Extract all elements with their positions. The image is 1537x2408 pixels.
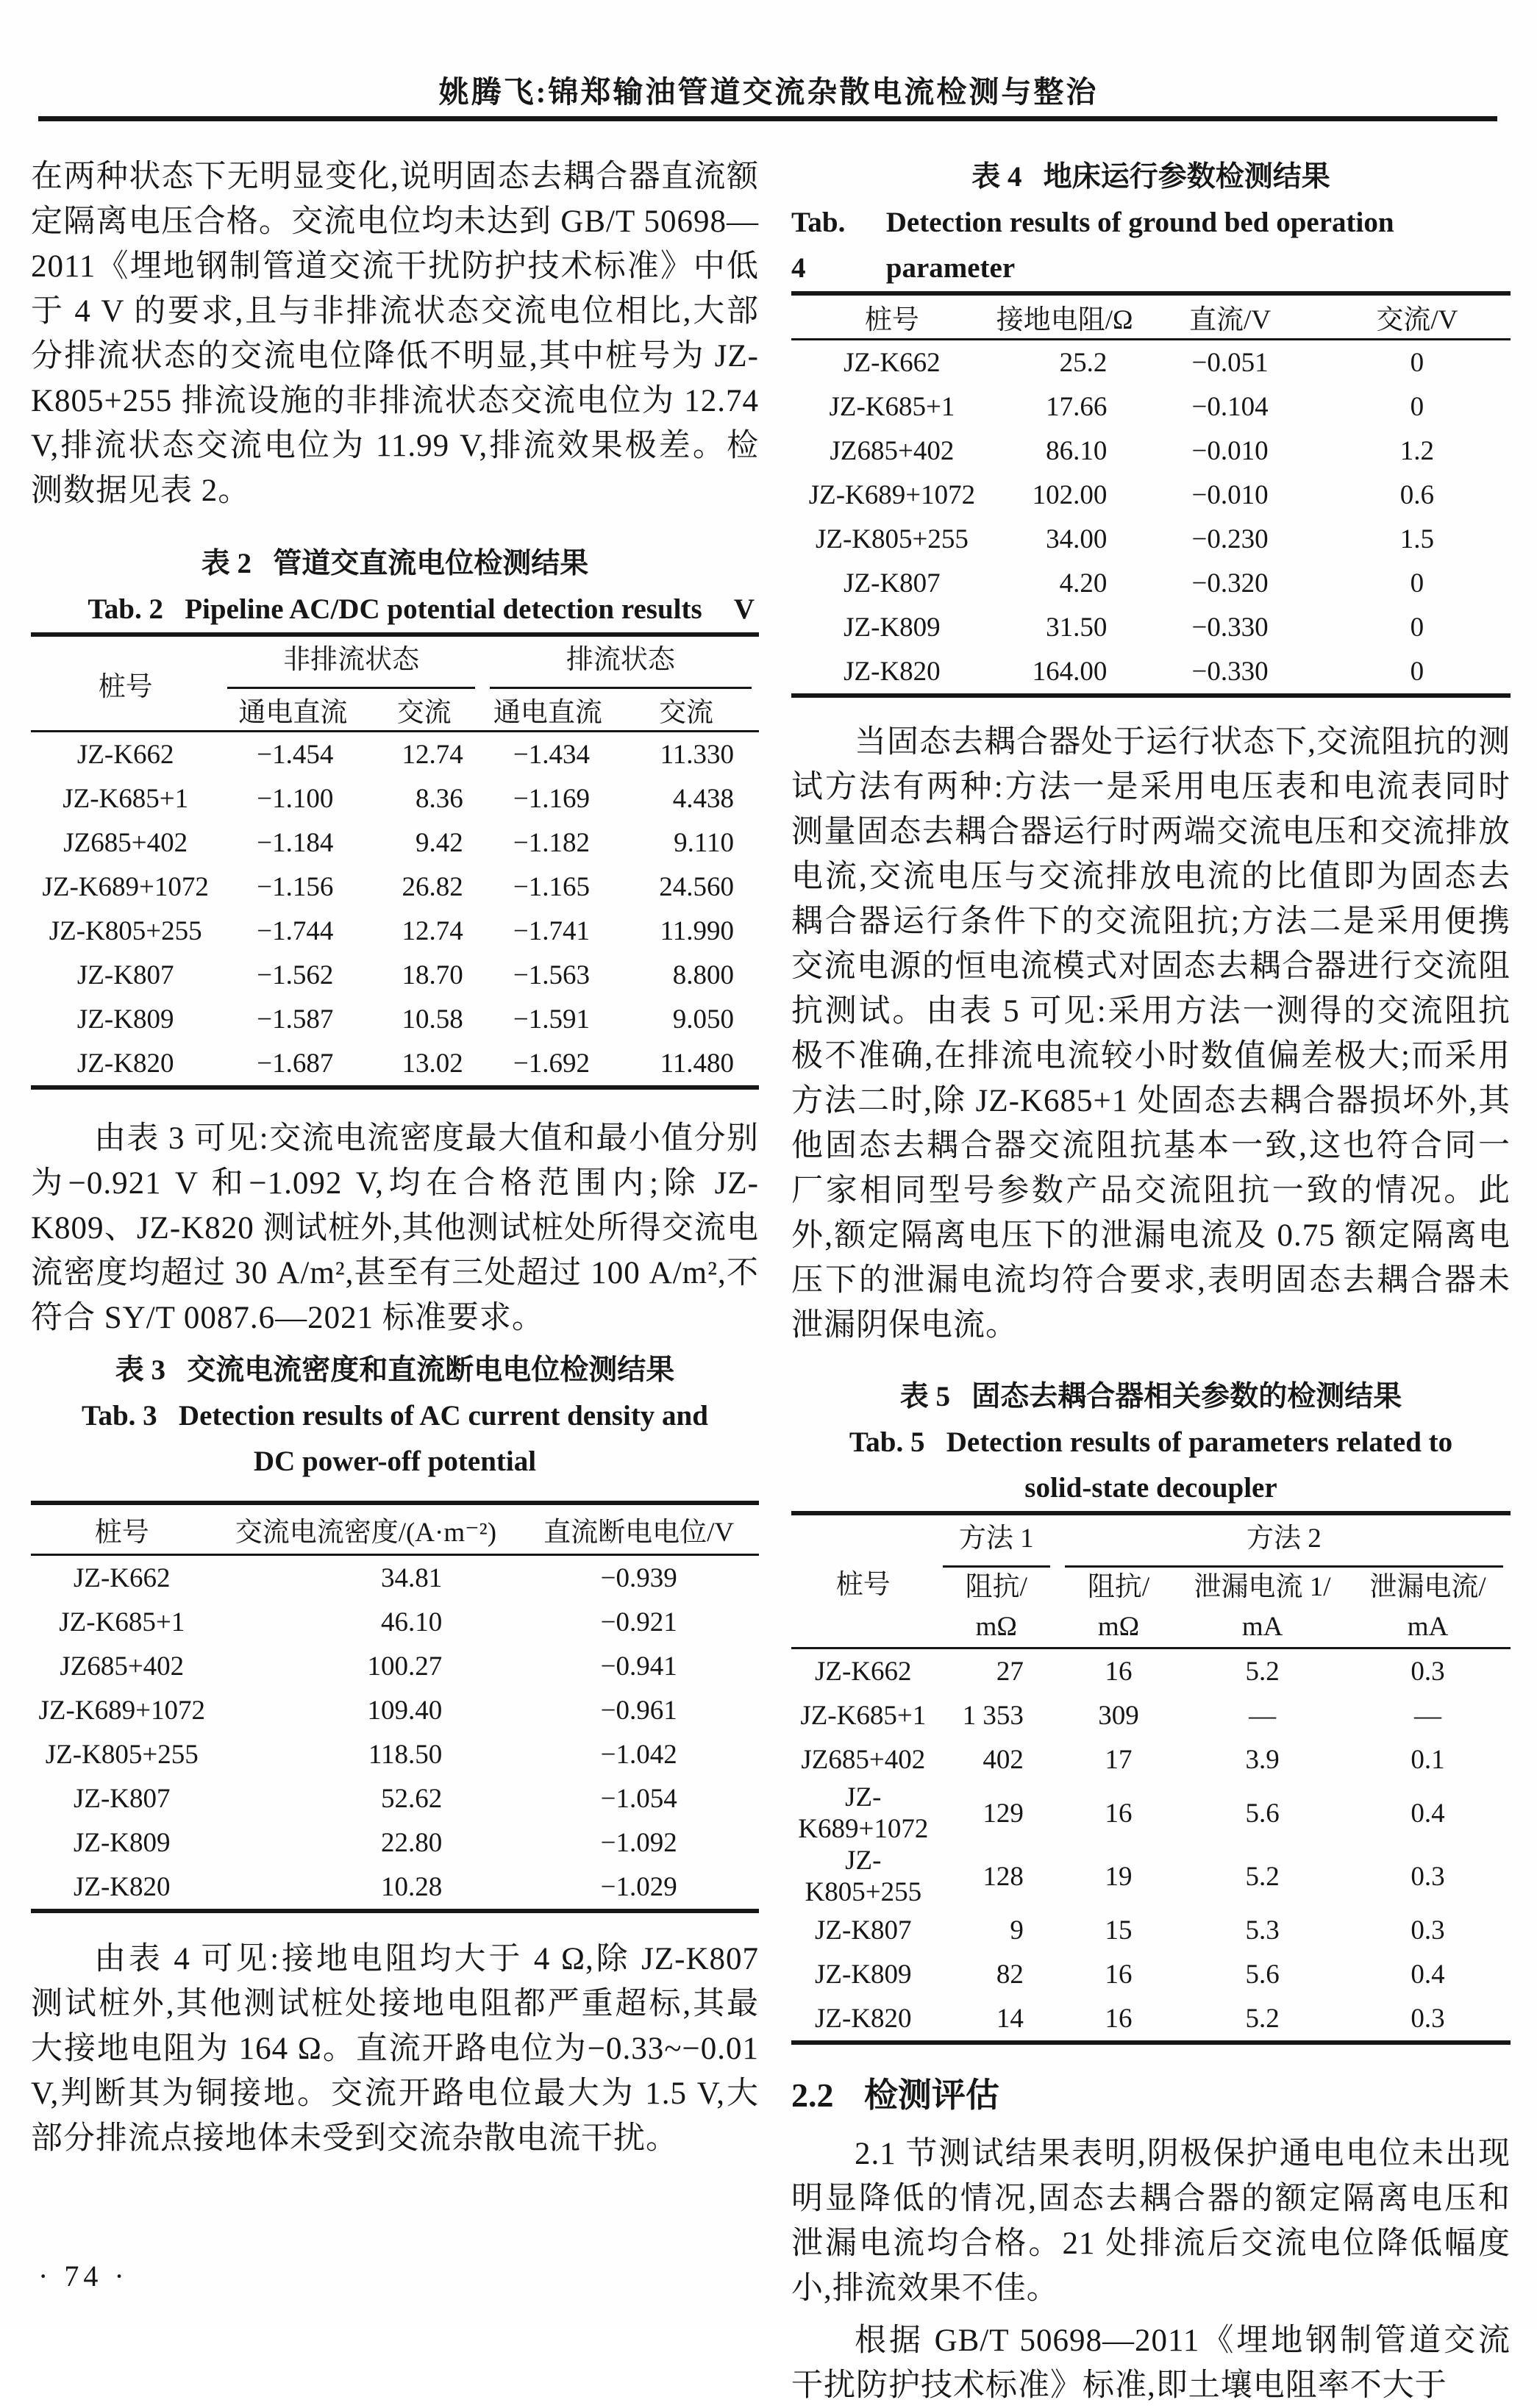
table-row <box>791 1693 1511 1737</box>
table-row <box>791 1952 1511 1996</box>
table-row <box>31 1821 759 1865</box>
table-cell: 11.480 <box>660 1048 734 1079</box>
table-cell: 5.2 <box>1245 1656 1280 1687</box>
table-cell: 10.28 <box>381 1871 443 1902</box>
table-cell: 14 <box>996 2003 1024 2034</box>
table-row <box>791 1737 1511 1782</box>
page-number: · 74 · <box>38 2259 129 2293</box>
table-row <box>31 1041 759 1087</box>
table-row <box>791 561 1511 605</box>
table-cell: 5.6 <box>1245 1798 1280 1829</box>
column-header-dc: 直流/V <box>1189 305 1272 335</box>
table-row <box>791 429 1511 473</box>
table-cell: −1.744 <box>257 915 334 946</box>
table-row <box>791 385 1511 429</box>
caption-label: 表 4 <box>971 161 1022 193</box>
table-cell: 4.20 <box>1059 568 1108 599</box>
table-cell: 15 <box>1105 1915 1133 1946</box>
table-cell: 1.2 <box>1399 435 1434 466</box>
table-cell: 309 <box>1098 1700 1139 1731</box>
table-cell: 11.330 <box>660 739 734 770</box>
table-cell: JZ-K805+255 <box>805 1846 922 1907</box>
table-cell: −0.939 <box>600 1562 677 1593</box>
table-cell: −0.051 <box>1191 347 1269 378</box>
table-cell: JZ-K685+1 <box>63 783 189 814</box>
section-number: 2.2 <box>791 2076 834 2114</box>
table-cell: JZ-K809 <box>815 1959 912 1990</box>
table-5-body <box>791 1648 1511 2043</box>
table-cell: 11.990 <box>660 915 734 946</box>
table-cell: 4.438 <box>672 783 734 814</box>
table-row <box>791 1845 1511 1908</box>
table-cell: 17 <box>1105 1744 1133 1775</box>
table-cell: −0.010 <box>1191 479 1269 510</box>
table-row <box>31 1732 759 1776</box>
column-right <box>791 154 1511 2408</box>
table-cell: JZ-K809 <box>73 1827 171 1858</box>
column-group-method-2: 方法 2 <box>1058 1513 1511 1568</box>
table-cell: 118.50 <box>368 1739 443 1770</box>
table-cell: JZ-K689+1072 <box>38 1695 205 1726</box>
table-cell: JZ-K689+1072 <box>808 479 976 510</box>
table-cell: 3.9 <box>1245 1744 1280 1775</box>
table-cell: JZ-K685+1 <box>59 1607 185 1637</box>
caption-text: solid-state decoupler <box>1024 1472 1277 1504</box>
table-cell: 16 <box>1105 1656 1133 1687</box>
table-row <box>31 1688 759 1732</box>
table-2-pipeline-potential <box>31 632 759 1090</box>
table-2-header <box>31 635 759 732</box>
caption-label: Tab. 2 <box>88 593 163 625</box>
table-cell: 402 <box>983 1744 1024 1775</box>
table-2-caption-en <box>31 587 759 632</box>
caption-text: Detection results of ground bed operation parameter <box>885 207 1394 284</box>
table-row <box>791 1782 1511 1845</box>
table-3-header <box>31 1503 759 1555</box>
table-2-caption-zh <box>31 541 759 587</box>
caption-text: Detection results of parameters related to <box>946 1426 1453 1458</box>
table-cell: 5.2 <box>1245 2003 1280 2034</box>
table-cell: JZ685+402 <box>801 1744 926 1775</box>
table-3-caption-zh <box>31 1348 759 1393</box>
table-cell: −0.230 <box>1191 524 1269 554</box>
table-4-caption-en <box>791 200 1511 291</box>
table-cell: 34.00 <box>1046 524 1108 554</box>
table-cell: JZ-K807 <box>73 1783 171 1814</box>
column-header-dc-on: 通电直流 <box>493 698 602 728</box>
column-header-ground-resistance: 接地电阻/Ω <box>996 305 1133 335</box>
table-cell: 0.3 <box>1411 2003 1445 2034</box>
table-5-header <box>791 1513 1511 1648</box>
table-cell: 46.10 <box>381 1607 443 1637</box>
table-row <box>31 821 759 865</box>
table-row <box>31 732 759 777</box>
table-cell: JZ-K805+255 <box>49 915 202 946</box>
table-cell: −0.330 <box>1191 612 1269 643</box>
column-header-ac: 交流 <box>658 698 713 728</box>
table-4-body <box>791 340 1511 696</box>
table-cell: 5.6 <box>1245 1959 1280 1990</box>
table-row <box>791 605 1511 649</box>
table-2-unit-label: V <box>733 593 755 625</box>
table-cell: −1.692 <box>513 1048 590 1079</box>
table-cell: — <box>1249 1700 1277 1731</box>
table-cell: 31.50 <box>1046 612 1108 643</box>
column-header-ac: 交流 <box>396 698 452 728</box>
column-header-dc-on: 通电直流 <box>238 698 348 728</box>
table-cell: 0.4 <box>1411 1959 1445 1990</box>
caption-text: Detection results of AC current density and <box>178 1400 708 1432</box>
table-cell: 102.00 <box>1032 479 1108 510</box>
table-row <box>31 1865 759 1911</box>
table-cell: 0.1 <box>1411 1744 1445 1775</box>
table-cell: 0.3 <box>1411 1915 1445 1946</box>
table-cell: JZ-K820 <box>844 656 941 687</box>
table-cell: −1.741 <box>513 915 590 946</box>
table-cell: JZ-K820 <box>76 1048 174 1079</box>
table-cell: 0.3 <box>1411 1656 1445 1687</box>
table-cell: JZ-K820 <box>73 1871 171 1902</box>
table-4-header <box>791 293 1511 340</box>
table-cell: 1 353 <box>962 1700 1024 1731</box>
table-cell: 16 <box>1105 1959 1133 1990</box>
paragraph: 当固态去耦合器处于运行状态下,交流阻抗的测试方法有两种:方法一是采用电压表和电流表同时测量固态去耦合器运行时两端交流电压和交流排放电流,交流电压与交流排放电流的比值即为固态去耦合器运行条件下的交流阻抗;方法二是采用便携交流电源的恒电流模式对固态去耦合器进行交流阻抗测试。由表 5 可见:采用方法一测得的交流阻抗极不准确,在排流电流较小时数值偏差极大;而采用方法二时,除 JZ-K685+1 处固态去耦合器损坏外,其他固态去耦合器交流阻抗基本一致,这也符合同一厂家相同型号参数产品交流阻抗一致的情况。此外,额定隔离电压下的泄漏电流及 0.75 额定隔离电压下的泄漏电流均符合要求,表明固态去耦合器未泄漏阴保电流。 <box>791 725 1511 1343</box>
table-cell: JZ-K685+1 <box>800 1700 927 1731</box>
column-group-method-1: 方法 1 <box>935 1513 1058 1568</box>
table-cell: −1.434 <box>513 739 590 770</box>
table-5-decoupler-parameters <box>791 1511 1511 2045</box>
paragraph: 2.1 节测试结果表明,阴极保护通电电位未出现明显降低的情况,固态去耦合器的额定隔离电压和泄漏电流均合格。21 处排流后交流电位降低幅度小,排流效果不佳。 <box>791 2137 1511 2306</box>
caption-text: Pipeline AC/DC potential detection results <box>185 593 702 625</box>
table-cell: JZ-K805+255 <box>45 1739 199 1770</box>
table-cell: −1.054 <box>600 1783 677 1814</box>
table-row <box>31 997 759 1041</box>
table-cell: JZ-K662 <box>844 347 941 378</box>
table-cell: −0.921 <box>600 1607 677 1637</box>
table-row <box>791 340 1511 385</box>
caption-label: Tab. 3 <box>82 1400 157 1432</box>
paragraph: 由表 4 可见:接地电阻均大于 4 Ω,除 JZ-K807 测试桩外,其他测试桩处接地电阻都严重超标,其最大接地电阻为 164 Ω。直流开路电位为−0.33~−0.01 V,判断其为铜接地。交流开路电位最大为 1.5 V,大部分排流点接地体未受到交流杂散电流干扰。 <box>31 1942 759 2156</box>
table-cell: 100.27 <box>367 1651 443 1682</box>
caption-text: 固态去耦合器相关参数的检测结果 <box>971 1381 1402 1412</box>
column-header-ac-current-density: 交流电流密度/(A·m⁻²) <box>235 1518 497 1548</box>
table-cell: −1.587 <box>257 1004 334 1035</box>
table-cell: — <box>1414 1700 1442 1731</box>
table-row <box>31 1644 759 1688</box>
section-heading-2-2 <box>791 2071 1511 2120</box>
paragraph: 在两种状态下无明显变化,说明固态去耦合器直流额定隔离电压合格。交流电位均未达到 GB/T 50698—2011《埋地钢制管道交流干扰防护技术标准》中低于 4 V 的要求,且与非排流状态交流电位相比,大部分排流状态的交流电位降低不明显,其中桩号为 JZ-K805+255 排流设施的非排流状态交流电位为 12.74 V,排流状态交流电位为 11.99 V,排流效果极差。检测数据见表 2。 <box>31 160 759 508</box>
table-cell: 34.81 <box>381 1562 443 1593</box>
table-cell: 0.4 <box>1411 1798 1445 1829</box>
table-cell: 10.58 <box>402 1004 463 1035</box>
table-3-caption-en-line2 <box>31 1439 759 1485</box>
table-cell: 0 <box>1410 568 1424 599</box>
caption-text: 地床运行参数检测结果 <box>1043 161 1330 193</box>
column-header-leakage-current: 泄漏电流/ mA <box>1369 1572 1486 1642</box>
table-5-caption-zh <box>791 1374 1511 1420</box>
table-cell: −1.591 <box>513 1004 590 1035</box>
column-group-drainage: 排流状态 <box>482 635 759 689</box>
table-cell: 12.74 <box>402 739 463 770</box>
table-cell: 0 <box>1410 612 1424 643</box>
table-row <box>31 909 759 953</box>
table-cell: 19 <box>1105 1861 1133 1892</box>
table-cell: −1.042 <box>600 1739 677 1770</box>
table-cell: −0.330 <box>1191 656 1269 687</box>
table-cell: 82 <box>996 1959 1024 1990</box>
table-cell: 128 <box>983 1861 1024 1892</box>
column-header-stake: 桩号 <box>864 305 919 335</box>
caption-text: 管道交直流电位检测结果 <box>273 548 589 579</box>
caption-label: 表 3 <box>115 1354 165 1386</box>
table-4-caption-zh <box>791 154 1511 200</box>
table-cell: 17.66 <box>1046 391 1108 422</box>
table-cell: JZ-K689+1072 <box>42 871 209 902</box>
caption-label: 表 5 <box>899 1381 950 1412</box>
table-cell: 0 <box>1410 391 1424 422</box>
table-cell: −1.165 <box>513 871 590 902</box>
column-header-impedance: 阻抗/ mΩ <box>965 1572 1027 1642</box>
table-cell: −0.961 <box>600 1695 677 1726</box>
table-cell: 24.560 <box>659 871 734 902</box>
table-cell: −1.454 <box>257 739 334 770</box>
table-cell: 22.80 <box>381 1827 443 1858</box>
column-header-stake: 桩号 <box>98 671 153 702</box>
table-row <box>31 865 759 909</box>
section-title: 检测评估 <box>863 2076 999 2114</box>
table-cell: JZ685+402 <box>60 1651 185 1682</box>
table-cell: 8.36 <box>416 783 463 814</box>
table-cell: 12.74 <box>402 915 463 946</box>
column-header-leakage-current-1: 泄漏电流 1/ mA <box>1194 1572 1331 1642</box>
table-cell: −0.941 <box>600 1651 677 1682</box>
table-cell: 16 <box>1105 2003 1133 2034</box>
table-cell: 8.800 <box>672 960 734 990</box>
table-4-ground-bed <box>791 291 1511 698</box>
table-row <box>791 1996 1511 2043</box>
table-cell: JZ-K662 <box>815 1656 912 1687</box>
table-cell: 52.62 <box>381 1783 443 1814</box>
table-cell: 164.00 <box>1032 656 1108 687</box>
table-cell: 9 <box>1010 1915 1024 1946</box>
table-cell: JZ685+402 <box>830 435 955 466</box>
caption-text: DC power-off potential <box>253 1446 537 1477</box>
table-cell: −1.029 <box>600 1871 677 1902</box>
table-cell: 0 <box>1410 347 1424 378</box>
running-head-title: 姚腾飞:锦郑输油管道交流杂散电流检测与整治 <box>438 75 1099 109</box>
table-cell: JZ685+402 <box>63 827 188 858</box>
table-cell: 9.110 <box>674 827 734 858</box>
table-cell: JZ-K820 <box>815 2003 912 2034</box>
table-cell: 0.3 <box>1411 1861 1445 1892</box>
column-header-dc-poweroff-potential: 直流断电电位/V <box>543 1518 735 1548</box>
column-header-stake: 桩号 <box>94 1518 149 1548</box>
table-row <box>31 776 759 821</box>
table-cell: 9.050 <box>672 1004 734 1035</box>
table-row <box>791 1908 1511 1952</box>
table-cell: JZ-K805+255 <box>815 524 969 554</box>
table-cell: 5.3 <box>1245 1915 1280 1946</box>
table-cell: 86.10 <box>1046 435 1108 466</box>
column-group-non-drainage: 非排流状态 <box>220 635 482 689</box>
table-cell: 13.02 <box>402 1048 463 1079</box>
table-2-body <box>31 732 759 1088</box>
column-header-stake: 桩号 <box>835 1569 891 1600</box>
table-cell: JZ-K662 <box>73 1562 171 1593</box>
table-cell: −1.169 <box>513 783 590 814</box>
table-cell: −1.562 <box>257 960 334 990</box>
table-cell: 1.5 <box>1399 524 1434 554</box>
table-cell: JZ-K807 <box>815 1915 912 1946</box>
paragraph: 根据 GB/T 50698—2011《埋地钢制管道交流干扰防护技术标准》标准,即土壤电阻率不大于 <box>791 2323 1511 2403</box>
table-cell: JZ-K685+1 <box>829 391 955 422</box>
table-cell: JZ-K807 <box>76 960 174 990</box>
table-5-caption-en-line1 <box>791 1420 1511 1465</box>
header-rule <box>38 116 1497 121</box>
table-cell: 25.2 <box>1059 347 1108 378</box>
table-cell: −1.687 <box>257 1048 334 1079</box>
table-cell: 0.6 <box>1399 479 1434 510</box>
column-header-ac: 交流/V <box>1376 305 1458 335</box>
table-cell: −0.320 <box>1191 568 1269 599</box>
table-cell: JZ-K662 <box>76 739 174 770</box>
table-row <box>31 1555 759 1601</box>
table-row <box>791 473 1511 517</box>
table-row <box>791 649 1511 696</box>
table-cell: 5.2 <box>1245 1861 1280 1892</box>
table-cell: −1.184 <box>257 827 334 858</box>
column-left <box>31 154 759 2161</box>
table-cell: −1.156 <box>257 871 334 902</box>
table-cell: −1.092 <box>600 1827 677 1858</box>
table-cell: JZ-K809 <box>844 612 941 643</box>
paragraph: 由表 3 可见:交流电流密度最大值和最小值分别为−0.921 V 和−1.092 V,均在合格范围内;除 JZ-K809、JZ-K820 测试桩外,其他测试桩处所得交流电流密度均超过 30 A/m²,甚至有三处超过 100 A/m²,不符合 SY/T 0087.6—2021 标准要求。 <box>31 1121 759 1335</box>
table-cell: 27 <box>996 1656 1024 1687</box>
table-cell: 9.42 <box>416 827 463 858</box>
table-cell: 0 <box>1410 656 1424 687</box>
column-header-impedance: 阻抗/ mΩ <box>1087 1572 1150 1642</box>
table-cell: JZ-K689+1072 <box>798 1782 929 1844</box>
table-cell: −0.104 <box>1191 391 1269 422</box>
caption-text: 交流电流密度和直流断电电位检测结果 <box>187 1354 675 1386</box>
table-cell: 16 <box>1105 1798 1133 1829</box>
table-cell: 26.82 <box>402 871 463 902</box>
table-cell: 109.40 <box>367 1695 443 1726</box>
table-cell: −1.182 <box>513 827 590 858</box>
table-5-caption-en-line2 <box>791 1465 1511 1511</box>
caption-label: 表 2 <box>201 548 252 579</box>
table-cell: 18.70 <box>402 960 463 990</box>
table-cell: JZ-K807 <box>844 568 941 599</box>
table-3-caption-en-line1 <box>31 1393 759 1439</box>
table-3-body <box>31 1555 759 1912</box>
table-cell: −1.100 <box>257 783 334 814</box>
caption-label: Tab. 5 <box>849 1426 925 1458</box>
table-3-current-density <box>31 1501 759 1913</box>
table-cell: 129 <box>983 1798 1024 1829</box>
table-row <box>791 1648 1511 1694</box>
table-cell: −0.010 <box>1191 435 1269 466</box>
table-row <box>31 1600 759 1644</box>
caption-label: Tab. 4 <box>791 207 846 284</box>
table-row <box>791 517 1511 561</box>
table-cell: −1.563 <box>513 960 590 990</box>
table-row <box>31 1776 759 1821</box>
table-row <box>31 953 759 997</box>
table-cell: JZ-K809 <box>76 1004 174 1035</box>
